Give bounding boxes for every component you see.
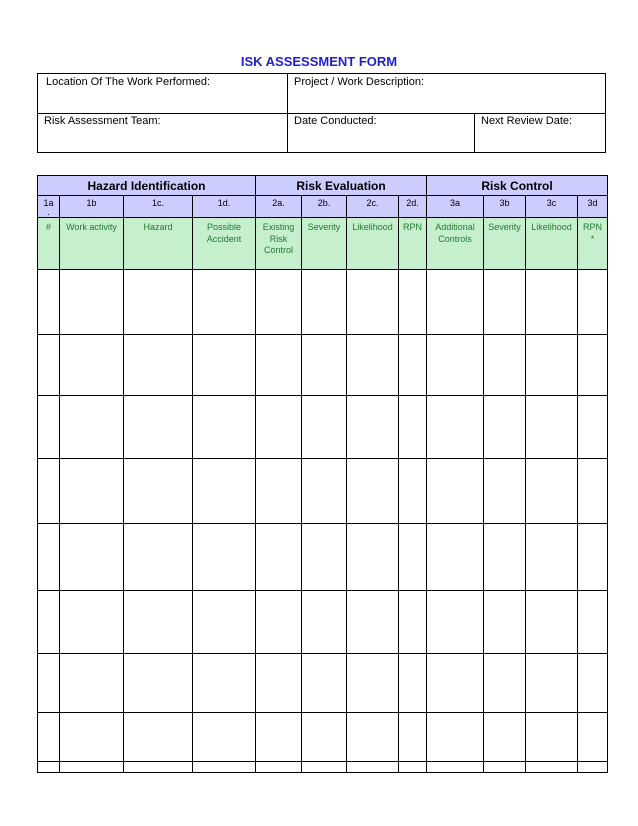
table-cell[interactable]	[60, 270, 124, 335]
table-cell[interactable]	[193, 524, 256, 591]
table-row	[38, 396, 608, 459]
column-label-cell: Work activity	[60, 218, 124, 270]
column-label-cell: Severity	[484, 218, 526, 270]
table-cell[interactable]	[399, 713, 427, 762]
table-cell[interactable]	[427, 654, 484, 713]
table-cell[interactable]	[427, 459, 484, 524]
table-cell[interactable]	[526, 459, 578, 524]
table-cell[interactable]	[526, 270, 578, 335]
table-cell[interactable]	[347, 762, 399, 773]
table-cell[interactable]	[256, 713, 302, 762]
column-label-cell: Possible Accident	[193, 218, 256, 270]
column-number-cell: 1c.	[124, 196, 193, 218]
table-cell[interactable]	[60, 335, 124, 396]
table-cell[interactable]	[124, 270, 193, 335]
table-cell[interactable]	[60, 591, 124, 654]
column-label-cell: RPN *	[578, 218, 608, 270]
table-cell[interactable]	[256, 270, 302, 335]
info-divider-horizontal	[38, 113, 605, 114]
table-cell[interactable]	[427, 396, 484, 459]
column-number-cell: 3c	[526, 196, 578, 218]
table-cell[interactable]	[124, 396, 193, 459]
table-cell[interactable]	[484, 270, 526, 335]
table-cell[interactable]	[60, 459, 124, 524]
table-cell[interactable]	[578, 270, 608, 335]
table-cell[interactable]	[578, 524, 608, 591]
table-cell[interactable]	[484, 396, 526, 459]
table-cell[interactable]	[193, 270, 256, 335]
table-cell[interactable]	[38, 524, 60, 591]
column-number-cell: 2a.	[256, 196, 302, 218]
section-risk-control: Risk Control	[427, 176, 608, 196]
table-cell[interactable]	[399, 524, 427, 591]
table-cell[interactable]	[347, 524, 399, 591]
table-cell[interactable]	[399, 459, 427, 524]
risk-assessment-table	[37, 175, 608, 773]
table-cell[interactable]	[347, 396, 399, 459]
column-label-cell: Likelihood	[526, 218, 578, 270]
table-cell[interactable]	[484, 591, 526, 654]
table-cell[interactable]	[347, 335, 399, 396]
table-cell[interactable]	[38, 762, 60, 773]
table-cell[interactable]	[256, 654, 302, 713]
table-cell[interactable]	[526, 335, 578, 396]
column-number-cell: 3a	[427, 196, 484, 218]
table-row	[38, 713, 608, 762]
table-cell[interactable]	[38, 713, 60, 762]
table-cell[interactable]	[484, 524, 526, 591]
table-cell[interactable]	[302, 654, 347, 713]
table-cell[interactable]	[302, 762, 347, 773]
column-label-row	[38, 218, 608, 270]
table-cell[interactable]	[399, 591, 427, 654]
date-conducted-field[interactable]: Date Conducted:	[294, 115, 377, 127]
section-hazard-identification: Hazard Identification	[38, 176, 256, 196]
table-cell[interactable]	[399, 335, 427, 396]
table-cell[interactable]	[302, 713, 347, 762]
table-cell[interactable]	[347, 459, 399, 524]
table-cell[interactable]	[427, 762, 484, 773]
table-cell[interactable]	[256, 396, 302, 459]
table-cell[interactable]	[38, 335, 60, 396]
table-cell[interactable]	[38, 459, 60, 524]
table-cell[interactable]	[38, 396, 60, 459]
form-info-box	[37, 73, 606, 153]
column-label-cell: Severity	[302, 218, 347, 270]
table-cell[interactable]	[124, 459, 193, 524]
table-cell[interactable]	[193, 591, 256, 654]
table-cell[interactable]	[484, 762, 526, 773]
column-label-cell: Existing Risk Control	[256, 218, 302, 270]
table-cell[interactable]	[60, 654, 124, 713]
table-cell[interactable]	[484, 654, 526, 713]
table-cell[interactable]	[347, 654, 399, 713]
table-cell[interactable]	[484, 713, 526, 762]
table-cell[interactable]	[193, 713, 256, 762]
table-cell[interactable]	[399, 396, 427, 459]
column-number-cell: 1a .	[38, 196, 60, 218]
table-cell[interactable]	[427, 591, 484, 654]
section-risk-evaluation: Risk Evaluation	[256, 176, 427, 196]
review-date-field[interactable]: Next Review Date:	[481, 115, 573, 127]
table-cell[interactable]	[302, 459, 347, 524]
table-cell[interactable]	[193, 762, 256, 773]
table-cell[interactable]	[302, 270, 347, 335]
table-cell[interactable]	[399, 762, 427, 773]
table-cell[interactable]	[526, 524, 578, 591]
table-cell[interactable]	[347, 591, 399, 654]
table-cell[interactable]	[124, 591, 193, 654]
table-cell[interactable]	[526, 396, 578, 459]
table-cell[interactable]	[526, 713, 578, 762]
column-label-cell: RPN	[399, 218, 427, 270]
table-row	[38, 591, 608, 654]
column-number-cell: 3b	[484, 196, 526, 218]
column-label-cell: Likelihood	[347, 218, 399, 270]
table-row	[38, 459, 608, 524]
table-cell[interactable]	[399, 654, 427, 713]
table-cell[interactable]	[578, 335, 608, 396]
table-cell[interactable]	[427, 335, 484, 396]
table-cell[interactable]	[193, 335, 256, 396]
section-header-row	[38, 176, 608, 196]
column-label-cell: #	[38, 218, 60, 270]
column-label-cell: Hazard	[124, 218, 193, 270]
table-cell[interactable]	[427, 270, 484, 335]
table-cell[interactable]	[578, 762, 608, 773]
column-number-cell: 1d.	[193, 196, 256, 218]
table-cell[interactable]	[193, 654, 256, 713]
table-cell[interactable]	[302, 591, 347, 654]
column-number-cell: 2d.	[399, 196, 427, 218]
column-number-row	[38, 196, 608, 218]
table-cell[interactable]	[484, 459, 526, 524]
column-number-cell: 3d	[578, 196, 608, 218]
table-cell[interactable]	[427, 713, 484, 762]
table-cell[interactable]	[427, 524, 484, 591]
column-number-cell: 2b.	[302, 196, 347, 218]
column-number-cell: 1b	[60, 196, 124, 218]
column-number-cell: 2c.	[347, 196, 399, 218]
table-cell[interactable]	[484, 335, 526, 396]
project-field[interactable]: Project / Work Description:	[294, 76, 425, 88]
table-row	[38, 654, 608, 713]
table-cell[interactable]	[124, 654, 193, 713]
table-cell[interactable]	[302, 396, 347, 459]
table-cell[interactable]	[124, 524, 193, 591]
table-cell[interactable]	[38, 591, 60, 654]
table-cell[interactable]	[193, 396, 256, 459]
form-title: ISK ASSESSMENT FORM	[240, 54, 398, 69]
table-cell[interactable]	[347, 713, 399, 762]
table-cell[interactable]	[526, 654, 578, 713]
table-cell[interactable]	[578, 654, 608, 713]
table-cell[interactable]	[302, 524, 347, 591]
table-cell[interactable]	[193, 459, 256, 524]
table-row	[38, 524, 608, 591]
table-cell[interactable]	[60, 713, 124, 762]
table-cell[interactable]	[124, 762, 193, 773]
table-cell[interactable]	[578, 396, 608, 459]
table-cell[interactable]	[124, 713, 193, 762]
table-cell[interactable]	[256, 762, 302, 773]
table-cell[interactable]	[60, 524, 124, 591]
table-cell[interactable]	[526, 762, 578, 773]
table-cell[interactable]	[578, 459, 608, 524]
table-cell[interactable]	[60, 762, 124, 773]
table-cell[interactable]	[124, 335, 193, 396]
table-cell[interactable]	[38, 270, 60, 335]
column-label-cell: Additional Controls	[427, 218, 484, 270]
table-cell[interactable]	[578, 713, 608, 762]
table-cell[interactable]	[60, 396, 124, 459]
table-cell[interactable]	[256, 459, 302, 524]
table-cell[interactable]	[38, 654, 60, 713]
table-cell[interactable]	[526, 591, 578, 654]
table-cell[interactable]	[347, 270, 399, 335]
table-cell[interactable]	[578, 591, 608, 654]
table-row	[38, 762, 608, 773]
table-cell[interactable]	[256, 335, 302, 396]
table-row	[38, 335, 608, 396]
team-field[interactable]: Risk Assessment Team:	[44, 115, 161, 127]
location-field[interactable]: Location Of The Work Performed:	[46, 76, 211, 88]
table-cell[interactable]	[399, 270, 427, 335]
table-cell[interactable]	[256, 524, 302, 591]
table-cell[interactable]	[256, 591, 302, 654]
table-cell[interactable]	[302, 335, 347, 396]
table-row	[38, 270, 608, 335]
